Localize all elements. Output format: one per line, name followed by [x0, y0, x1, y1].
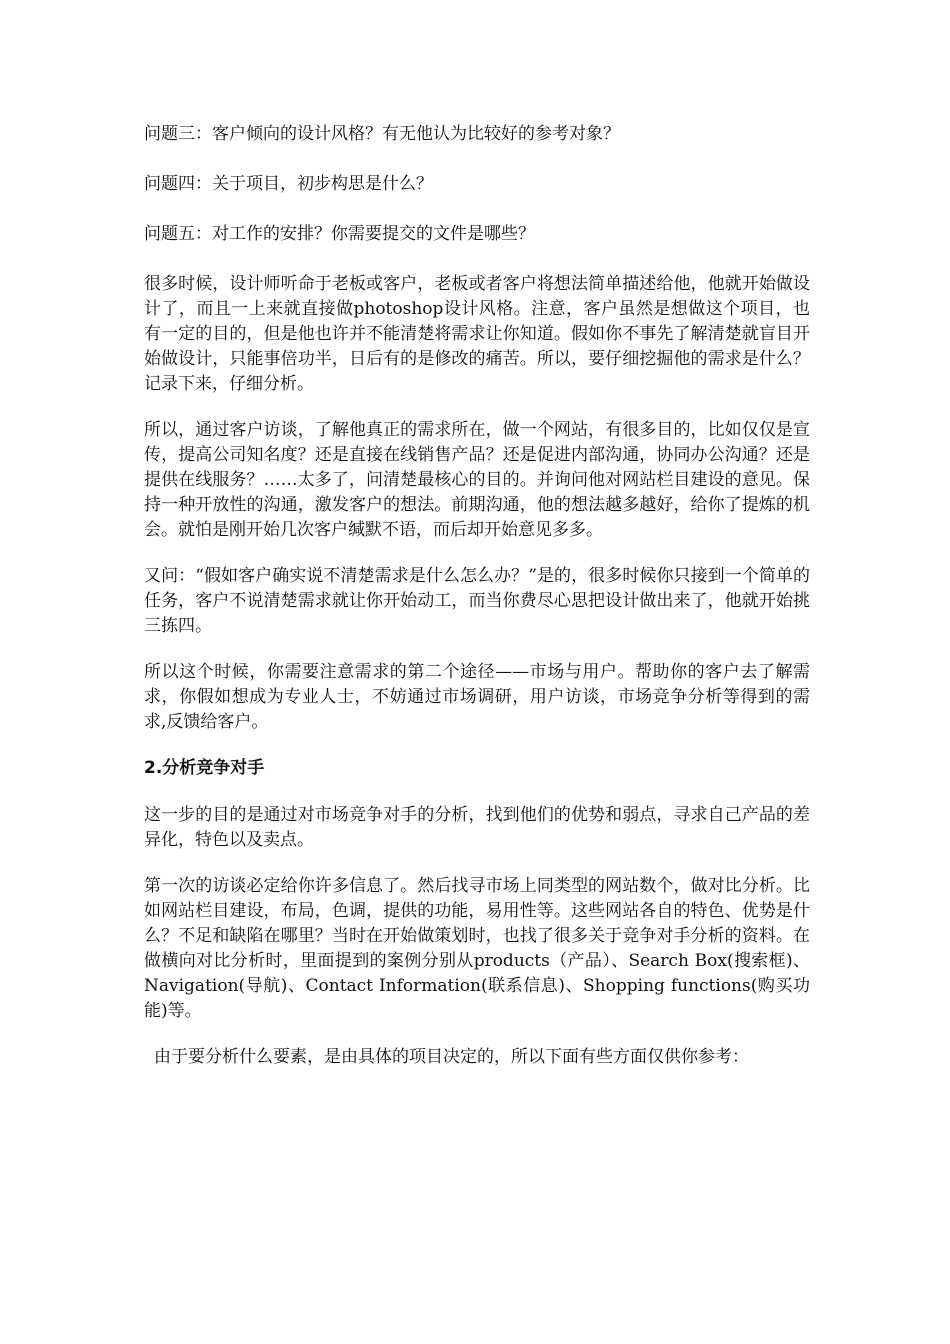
paragraph-reference-note: 由于要分析什么要素，是由具体的项目决定的，所以下面有些方面仅供你参考：: [154, 1047, 749, 1067]
paragraph-competitor-analysis: 第一次的访谈必定给你许多信息了。然后找寻市场上同类型的网站数个，做对比分析。比如网站栏目建设，布局，色调，提供的功能，易用性等。这些网站各自的特色、优势是什么？不足和缺陷在哪里？当时在开始做策划时，也找了很多关于竞争对手分析的资料。在做横向对比分析时，里面提到的案例分别从products（产品）、Search Box(搜索框)、Navigation(导航)、Contact Information(联系信息)、Shopping functions(购买功能)等。: [144, 876, 810, 1021]
section-heading: 2.分析竞争对手: [144, 758, 265, 778]
document-body: [144, 122, 810, 1091]
paragraph-competitor-purpose: 这一步的目的是通过对市场竞争对手的分析，找到他们的优势和弱点，寻求自己产品的差异化，特色以及卖点。: [144, 805, 810, 850]
paragraph-requirements-intro: 很多时候，设计师听命于老板或客户，老板或者客户将想法简单描述给他，他就开始做设计了，而且一上来就直接做photoshop设计风格。注意，客户虽然是想做这个项目，也有一定的目的，但是他也许并不能清楚将需求让你知道。假如你不事先了解清楚就盲目开始做设计，只能事倍功半，日后有的是修改的痛苦。所以，要仔细挖掘他的需求是什么？记录下来，仔细分析。: [144, 274, 810, 394]
paragraph-client-interview: 所以，通过客户访谈，了解他真正的需求所在，做一个网站，有很多目的，比如仅仅是宣传，提高公司知名度？还是直接在线销售产品？还是促进内部沟通，协同办公沟通？还是提供在线服务？……太多了，问清楚最核心的目的。并询问他对网站栏目建设的意见。保持一种开放性的沟通，激发客户的想法。前期沟通，他的想法越多越好，给你了提炼的机会。就怕是刚开始几次客户缄默不语，而后却开始意见多多。: [144, 420, 810, 540]
question-three: 问题三：客户倾向的设计风格？有无他认为比较好的参考对象？: [144, 124, 620, 144]
question-four: 问题四：关于项目，初步构思是什么？: [144, 174, 433, 194]
paragraph-unclear-requirements: 又问：“假如客户确实说不清楚需求是什么怎么办？”是的，很多时候你只接到一个简单的任务，客户不说清楚需求就让你开始动工，而当你费尽心思把设计做出来了，他就开始挑三拣四。: [144, 566, 810, 636]
question-five: 问题五：对工作的安排？你需要提交的文件是哪些？: [144, 224, 535, 244]
paragraph-market-users: 所以这个时候，你需要注意需求的第二个途径——市场与用户。帮助你的客户去了解需求，你假如想成为专业人士，不妨通过市场调研，用户访谈，市场竞争分析等得到的需求,反馈给客户。: [144, 662, 810, 732]
